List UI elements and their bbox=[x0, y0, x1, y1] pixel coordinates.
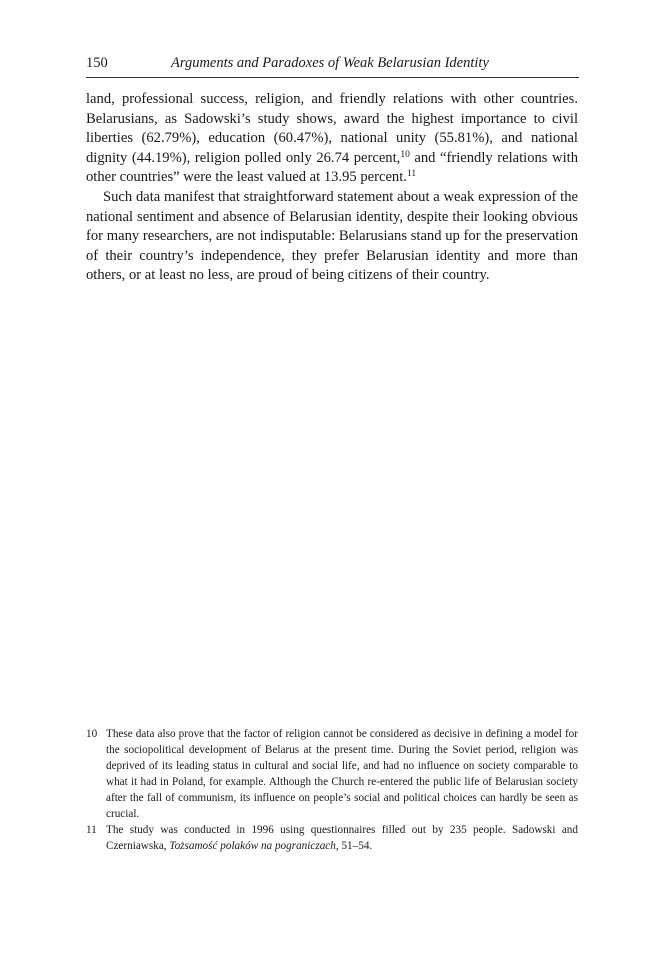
footnotes bbox=[86, 726, 578, 854]
footnote-number: 11 bbox=[86, 824, 97, 836]
footnote-10 bbox=[86, 726, 578, 822]
header-rule bbox=[86, 77, 579, 78]
footnote-ref-10[interactable]: 10 bbox=[400, 149, 410, 160]
page-number: 150 bbox=[86, 55, 108, 71]
footnote-ref-11[interactable]: 11 bbox=[406, 169, 417, 180]
paragraph: Such data manifest that straightforward statement about a weak expression of the national sentiment and absence of Belarusian identity, despite their looking obvious for many researchers, are not indisputable: Belarusians stand up for the preservation of their country’s independence, they prefer Belarusian identity and more than others, or at least no less, are proud of being citizens of their country. bbox=[86, 188, 578, 284]
main-text bbox=[86, 90, 578, 286]
footnote-11 bbox=[86, 822, 578, 854]
paragraph-text: land, professional success, religion, and friendly relations with other countries. Belarusians, as Sadowski’s study shows, award the highest importance to civil liberties (62.79%), education (60.47%), national unity (55.81%), and national dignity (44.19%), religion polled only 26.74 percent, bbox=[86, 91, 578, 166]
paragraph-continued bbox=[86, 90, 578, 188]
running-title: Arguments and Paradoxes of Weak Belarusian Identity bbox=[171, 55, 489, 71]
footnote-citation-title: Tożsamość polaków na pograniczach, bbox=[169, 840, 339, 852]
running-head bbox=[86, 54, 578, 76]
footnote-text: 51–54. bbox=[338, 840, 373, 852]
footnote-text: The study was conducted in 1996 using questionnaires filled out by 235 people. Sadowski and Czerniawska, bbox=[106, 824, 578, 852]
paragraph-text: and “friendly relations with other countries” were the least valued at 13.95 percent. bbox=[86, 149, 578, 186]
footnote-number: 10 bbox=[86, 728, 98, 740]
footnote-text: These data also prove that the factor of religion cannot be considered as decisive in defining a model for the sociopolitical development of Belarus at the present time. During the Soviet period, religion was deprived of its leading status in cultural and social life, and had no influence on society comparable to what it had in Poland, for example. Although the Church re-entered the public life of Belarusian society after the fall of communism, its influence on people’s social and political choices can hardly be seen as crucial. bbox=[106, 728, 578, 820]
